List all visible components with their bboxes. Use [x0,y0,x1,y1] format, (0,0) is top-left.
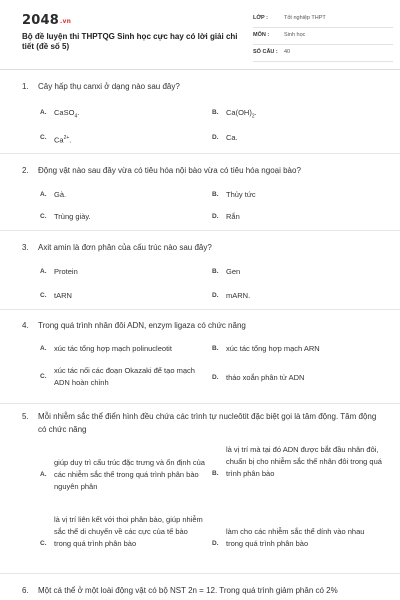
option-text: xúc tác tổng hợp mạch polinucleotit [54,344,172,353]
option-text: tháo xoắn phân tử ADN [226,373,305,382]
question-text: Một cá thể ở một loài động vật có bộ NST 2n = 12. Trong quá trình giảm phân có 2% [38,586,338,595]
option-text: Ca(OH) [226,108,252,117]
question-number: 2. [22,166,29,175]
option-letter: A. [40,191,47,198]
question-3 [0,231,400,310]
meta-count-label: SỐ CÂU : [253,49,278,55]
question-stem [22,319,382,332]
option-c[interactable] [40,132,71,147]
question-stem [22,80,382,93]
option-letter: A. [40,268,47,275]
question-4 [0,310,400,404]
question-number: 4. [22,321,29,330]
option-text: xúc tác nối các đoạn Okazaki để tạo mạch ADN hoàn chỉnh [54,366,195,387]
option-letter: B. [212,345,219,352]
option-letter: D. [212,374,219,381]
meta-question-count [253,48,393,62]
document-header [0,0,400,70]
option-letter: C. [40,540,47,547]
question-number: 1. [22,82,29,91]
option-letter: A. [40,109,47,116]
meta-class-label: LỚP : [253,15,268,21]
meta-class-value: Tốt nghiệp THPT [284,15,326,21]
meta-class [253,14,393,28]
question-stem [22,241,382,254]
option-text: CaSO [54,108,75,117]
option-c[interactable] [40,514,205,550]
option-punct: . [254,108,257,117]
option-a[interactable] [40,107,79,123]
question-6 [0,574,400,600]
option-letter: B. [212,268,219,275]
option-letter: A. [40,345,47,352]
question-text: Trong quá trình nhân đôi ADN, enzym ligaza có chức năng [38,321,246,330]
option-text: tARN [54,291,72,300]
question-stem [22,164,382,177]
question-number: 6. [22,586,29,595]
option-text: là vị trí liên kết với thoi phân bào, giúp nhiễm sắc thể di chuyển về các cực của tế bào trong quá trình phân bào [54,515,203,548]
option-d[interactable] [212,132,238,144]
question-1 [0,70,400,154]
option-b[interactable] [212,266,240,278]
question-2 [0,154,400,231]
option-text: là vị trí mà tại đó ADN được bắt đầu nhân đôi, chuẩn bị cho nhiễm sắc thể nhân đôi trong quá trình phân bào [226,445,382,478]
option-letter: B. [212,470,219,477]
question-number: 5. [22,412,29,421]
option-letter: D. [212,292,219,299]
option-letter: D. [212,134,219,141]
question-5 [0,404,400,574]
question-text: Mỗi nhiễm sắc thể điển hình đều chứa các trình tự nucleôtit đặc biệt gọi là tâm động. Tâm động có chức năng [38,412,377,434]
question-text: Động vật nào sau đây vừa có tiêu hóa nội bào vừa có tiêu hóa ngoại bào? [38,166,301,175]
meta-count-value: 40 [284,49,291,55]
option-text: Thủy tức [226,190,256,199]
option-b[interactable] [212,343,392,355]
option-d[interactable] [212,372,392,384]
meta-subject-value: Sinh học [284,32,306,38]
option-letter: B. [212,109,219,116]
logo-text: 2048 [22,13,59,28]
option-letter: C. [40,213,47,220]
option-b[interactable] [212,107,257,123]
question-text: Cây hấp thụ canxi ở dạng nào sau đây? [38,82,180,91]
option-text: làm cho các nhiễm sắc thể dính vào nhau trong quá trình phân bào [226,527,365,548]
option-punct: . [69,135,72,145]
option-letter: C. [40,373,47,380]
option-c[interactable] [40,290,72,302]
option-punct: . [77,108,80,117]
subscript: 2 [251,113,255,120]
option-a[interactable] [40,457,205,493]
option-letter: C. [40,134,47,141]
option-a[interactable] [40,189,66,201]
question-stem [22,584,382,597]
option-d[interactable] [212,526,377,550]
option-a[interactable] [40,266,78,278]
option-text: Gà. [54,190,67,199]
option-text: Gen [226,267,241,276]
logo-tld: .vn [59,18,72,25]
option-text: Rắn [226,212,240,221]
option-c[interactable] [40,365,205,389]
question-number: 3. [22,243,29,252]
option-letter: D. [212,213,219,220]
document-title: Bộ đề luyện thi THPTQG Sinh học cực hay có lời giải chi tiết (đề số 5) [22,32,238,51]
meta-subject [253,31,393,45]
option-text: mARN. [226,291,251,300]
question-stem [22,410,382,436]
site-logo[interactable] [22,13,71,28]
option-text: Ca. [226,133,238,142]
option-text: Protein [54,267,78,276]
option-letter: D. [212,540,219,547]
superscript: 2+ [63,135,70,141]
document-meta [253,14,393,65]
option-text: Ca [54,135,64,145]
option-b[interactable] [212,444,382,480]
option-a[interactable] [40,343,210,355]
meta-subject-label: MÔN : [253,32,270,38]
option-c[interactable] [40,211,91,223]
option-letter: C. [40,292,47,299]
option-text: giúp duy trì cấu trúc đặc trưng và ổn định của các nhiễm sắc thể trong quá trình phân bào nguyên phân [54,458,205,491]
option-b[interactable] [212,189,256,201]
option-d[interactable] [212,211,240,223]
option-letter: A. [40,471,47,478]
option-letter: B. [212,191,219,198]
option-text: xúc tác tổng hợp mạch ARN [226,344,320,353]
subscript: 4 [74,113,78,120]
question-text: Axit amin là đơn phân của cấu trúc nào sau đây? [38,243,212,252]
option-text: Trùng giày. [54,212,91,221]
option-d[interactable] [212,290,250,302]
